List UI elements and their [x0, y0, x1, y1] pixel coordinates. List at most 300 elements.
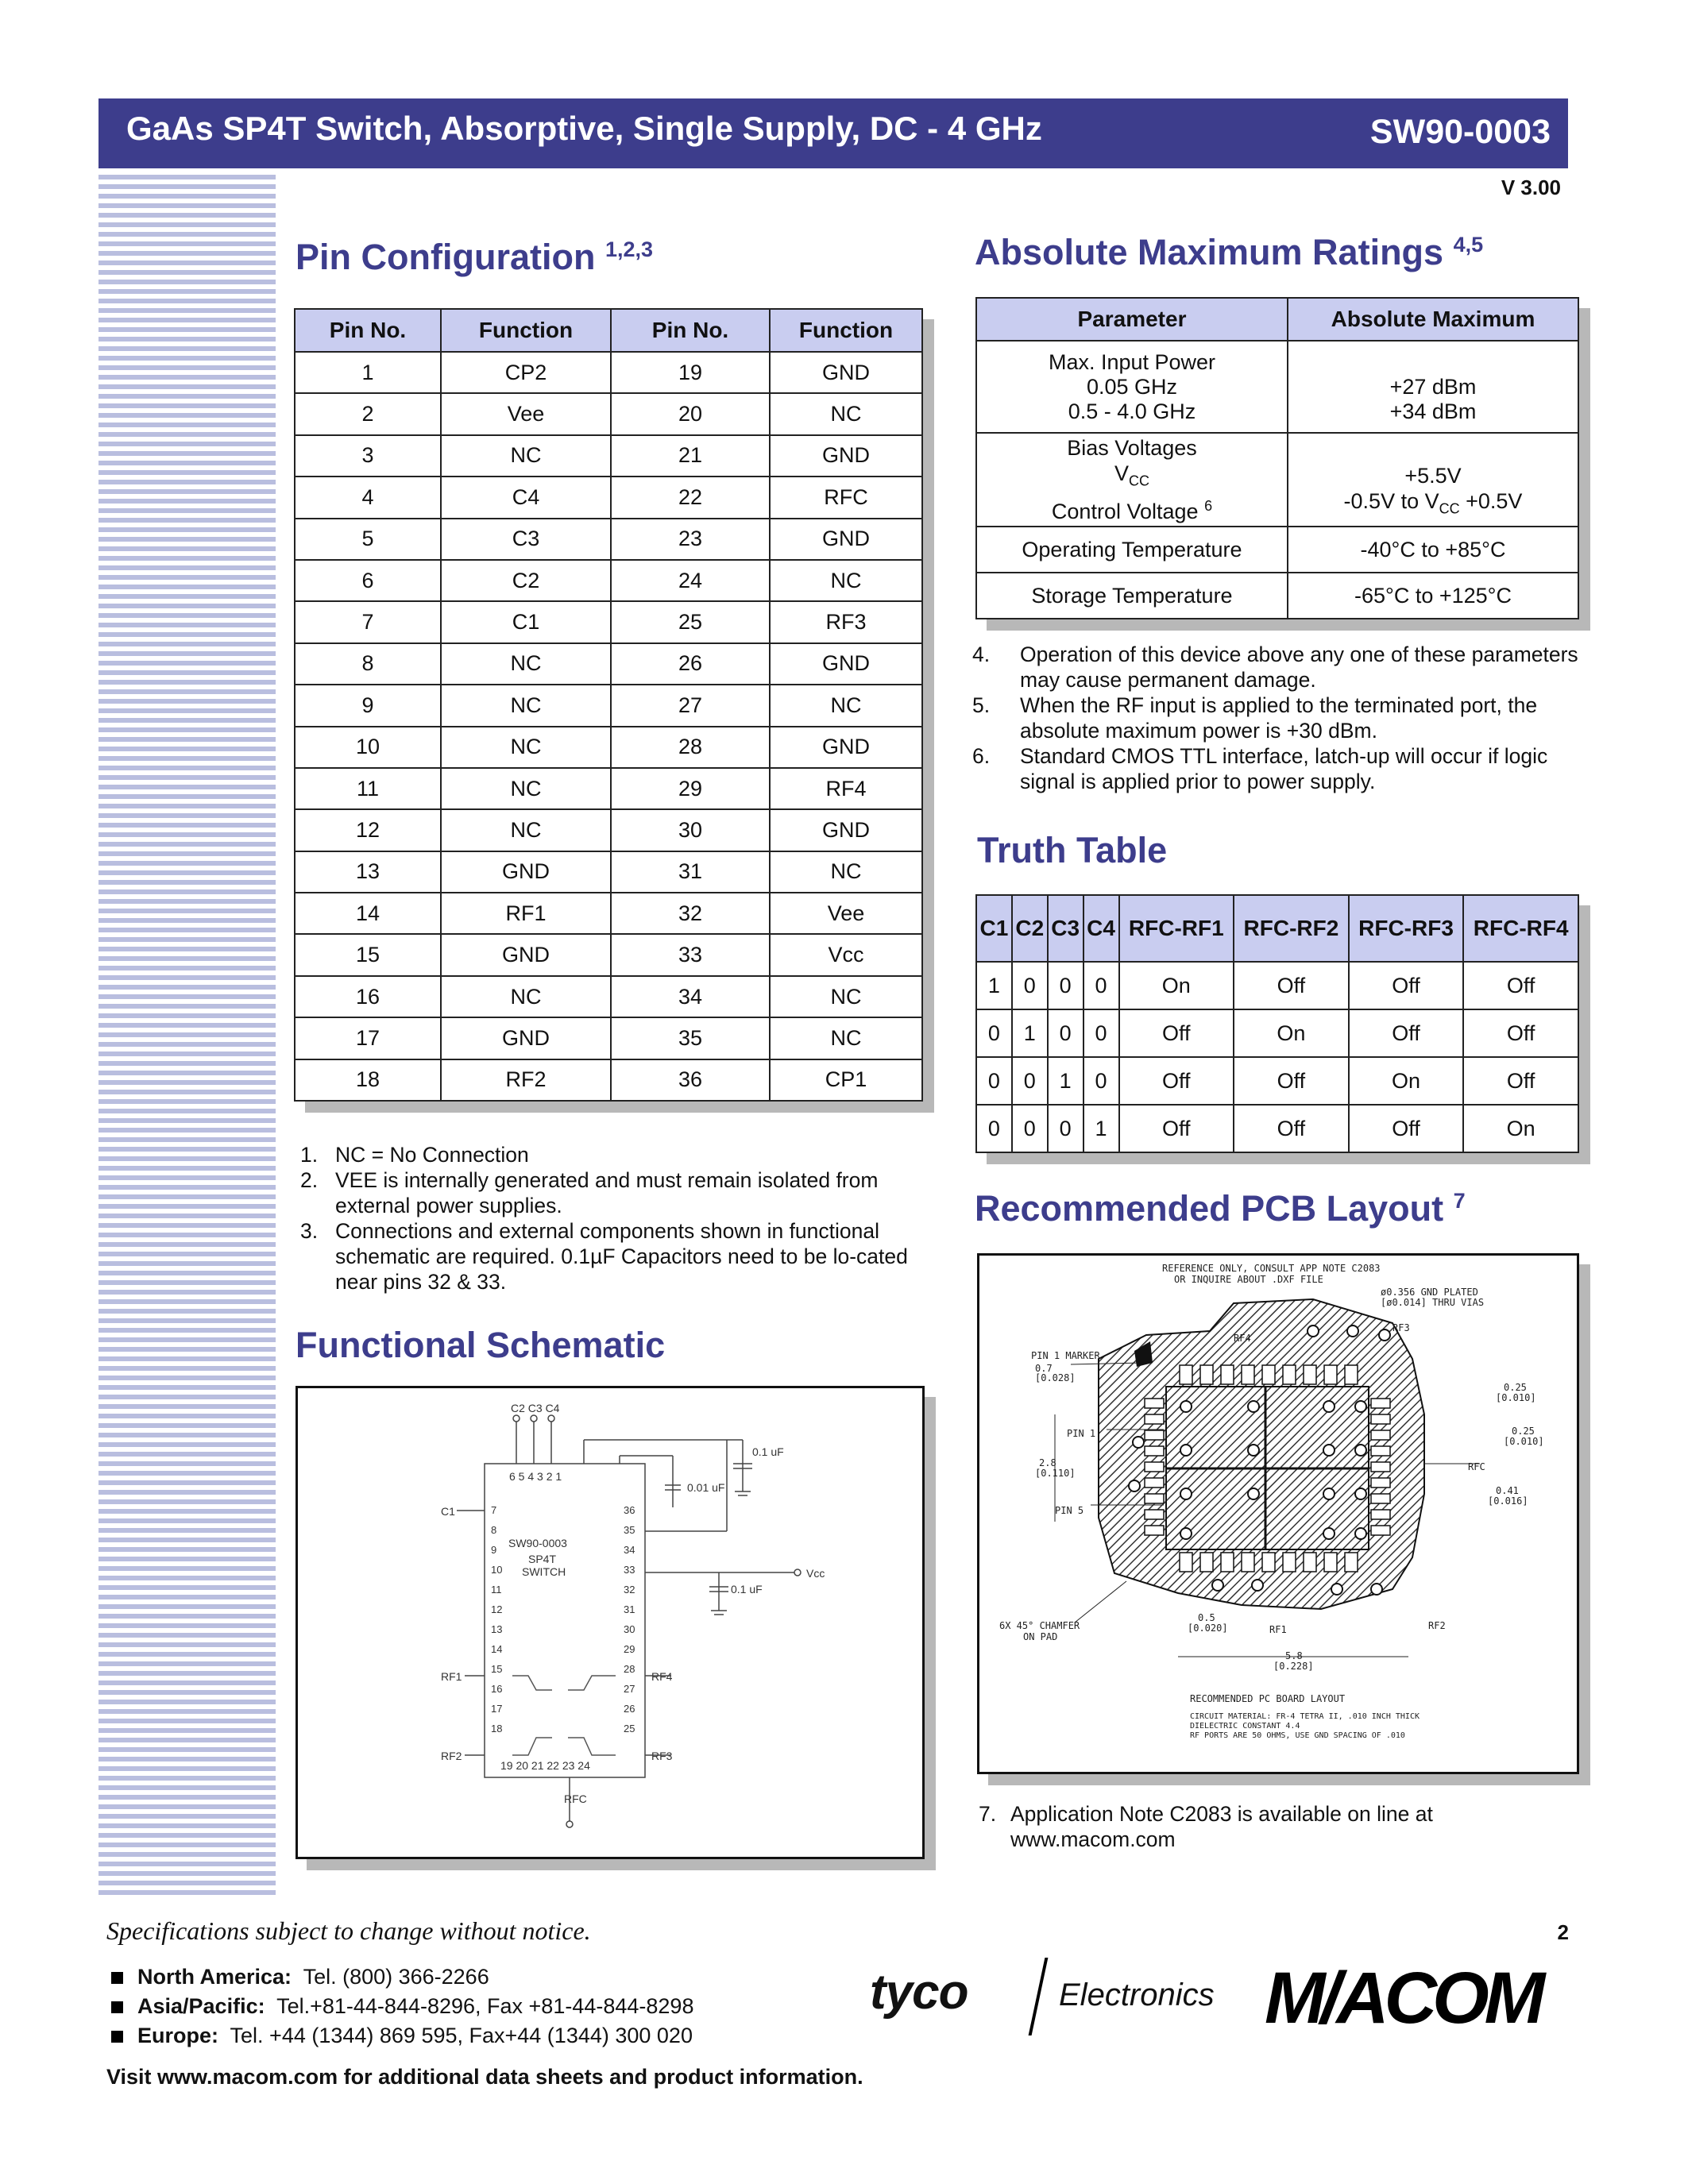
left-pin-number: 17 [491, 1703, 503, 1715]
table-cell: 5 [295, 519, 441, 560]
header-cell: Pin No. [295, 309, 441, 352]
table-cell: GND [441, 851, 611, 893]
abs-max-sup: 4,5 [1453, 233, 1484, 257]
left-pin-number: 11 [491, 1584, 502, 1596]
via-label-2: [ø0.014] THRU VIAS [1381, 1297, 1485, 1308]
table-cell: 22 [611, 477, 770, 518]
note-item: 3. Connections and external components shown in functional schematic are required. 0.1µF Capacitors need to be lo-cated near pins 32 & 33. [300, 1219, 908, 1294]
header-cell: C2 [1012, 895, 1048, 962]
pcb-via [1248, 1488, 1259, 1499]
pcb-pad [1324, 1365, 1337, 1384]
table-row [295, 601, 922, 642]
pcb-pad [1324, 1553, 1337, 1572]
pcb-via [1248, 1401, 1259, 1412]
pcb-rf3-label: RF3 [1393, 1322, 1410, 1333]
pcb-via [1323, 1401, 1335, 1412]
pcb-pad [1145, 1494, 1164, 1503]
dim-28: 2.8 [1039, 1457, 1056, 1468]
table-cell: 0 [1048, 1105, 1083, 1152]
left-pin-number: 18 [491, 1723, 503, 1734]
pcb-via [1347, 1325, 1358, 1337]
table-cell: GND [770, 519, 922, 560]
right-pin-number: 29 [624, 1643, 635, 1655]
note-item: 7. Application Note C2083 is available on line at www.macom.com [979, 1802, 1433, 1851]
table-cell: 0 [976, 1105, 1012, 1152]
left-pin-number: 15 [491, 1663, 503, 1675]
header-cell: Pin No. [611, 309, 770, 352]
pcb-pad [1371, 1526, 1390, 1535]
pcb-pad [1180, 1553, 1192, 1572]
right-pin-number: 35 [624, 1524, 635, 1536]
logo-divider [1029, 1958, 1049, 2035]
right-pin-number: 30 [624, 1623, 635, 1635]
pcb-ref-note-1: REFERENCE ONLY, CONSULT APP NOTE C2083 [1162, 1263, 1381, 1274]
pcb-via [1212, 1580, 1223, 1591]
table-cell: RF1 [441, 893, 611, 934]
value-cell: +5.5V -0.5V to $V_{CC} +0.5V$ [1288, 433, 1578, 527]
decorative-stripes [98, 175, 276, 1900]
pcb-pad [1371, 1446, 1390, 1456]
table-cell: Off [1463, 1057, 1578, 1105]
table-cell: RF2 [441, 1059, 611, 1101]
pin-config-title: Pin Configuration [295, 237, 596, 277]
pcb-via [1308, 1325, 1319, 1337]
table-cell: 25 [611, 601, 770, 642]
pcb-pad [1180, 1365, 1192, 1384]
truth-table-heading: Truth Table [977, 830, 1168, 870]
header-cell: RFC-RF4 [1463, 895, 1578, 962]
abs-max-table [975, 297, 1579, 619]
bottom-pin-numbers: 19 20 21 22 23 24 [500, 1759, 590, 1772]
note-item: 4. Operation of this device above any one of these parameters may cause permanent damage. [972, 642, 1578, 692]
right-pin-numbers [624, 1504, 635, 1734]
contact-north-america: North America: Tel. (800) 366-2266 [111, 1965, 489, 1989]
pcb-pad [1371, 1399, 1390, 1408]
chamfer-label-2: ON PAD [1023, 1631, 1058, 1642]
pcb-pad [1242, 1365, 1254, 1384]
pcb-via [1379, 1329, 1390, 1341]
table-cell: NC [441, 727, 611, 768]
pcb-rf1-label: RF1 [1269, 1624, 1287, 1635]
pcb-pad [1371, 1414, 1390, 1424]
table-cell: 14 [295, 893, 441, 934]
table-cell: 2 [295, 393, 441, 434]
cap-001-label: 0.01 uF [687, 1481, 725, 1494]
table-row [295, 643, 922, 685]
left-pin-number: 12 [491, 1603, 503, 1615]
table-cell: 1 [976, 962, 1012, 1009]
dim-05b: [0.020] [1188, 1623, 1228, 1634]
rfc-label: RFC [564, 1792, 587, 1805]
table-cell: Off [1463, 962, 1578, 1009]
table-cell: RF3 [770, 601, 922, 642]
right-pin-number: 33 [624, 1564, 635, 1576]
visit-website: Visit www.macom.com for additional data sheets and product information. [106, 2065, 863, 2089]
table-cell: NC [441, 435, 611, 477]
table-cell: 33 [611, 934, 770, 975]
contact-asia-pacific: Asia/Pacific: Tel.+81-44-844-8296, Fax +81-44-844-8298 [111, 1994, 693, 2019]
dim-58: 5.8 [1285, 1650, 1303, 1661]
table-cell: NC [441, 643, 611, 685]
table-row [295, 352, 922, 393]
pcb-pad [1145, 1526, 1164, 1535]
pcb-heading [975, 1188, 1466, 1229]
macom-logo-graphic [1265, 1955, 1578, 2043]
top-pin-numbers: 6 5 4 3 2 1 [509, 1470, 562, 1483]
table-cell: GND [770, 727, 922, 768]
rf1-label: RF1 [441, 1670, 462, 1683]
header-cell: C3 [1048, 895, 1083, 962]
header-cell: Function [441, 309, 611, 352]
dim-041: 0.41 [1496, 1485, 1519, 1496]
param-cell: Storage Temperature [976, 573, 1288, 619]
left-pin-number: 9 [491, 1544, 497, 1556]
left-pin-number: 7 [491, 1504, 497, 1516]
table-cell: 15 [295, 934, 441, 975]
table-row [295, 1017, 922, 1059]
table-cell: NC [441, 685, 611, 726]
pin-config-sup: 1,2,3 [605, 237, 654, 261]
title-bar [98, 98, 1568, 168]
dim-28b: [0.110] [1035, 1468, 1076, 1479]
header-cell: Absolute Maximum [1288, 298, 1578, 341]
table-row [295, 560, 922, 601]
pcb-pad [1221, 1365, 1234, 1384]
table-cell: 31 [611, 851, 770, 893]
pcb-via [1180, 1401, 1192, 1412]
pcb-pad [1283, 1553, 1296, 1572]
table-cell: 36 [611, 1059, 770, 1101]
pcb-pad [1262, 1553, 1275, 1572]
header-cell: RFC-RF2 [1234, 895, 1349, 962]
table-cell: On [1463, 1105, 1578, 1152]
table-cell: GND [770, 643, 922, 685]
pcb-pad [1304, 1553, 1316, 1572]
pcb-via [1248, 1445, 1259, 1456]
table-cell: RFC [770, 477, 922, 518]
chip-label-3: SWITCH [522, 1565, 566, 1578]
value-cell: +27 dBm +34 dBm [1288, 341, 1578, 433]
table-cell: 0 [1083, 1009, 1119, 1057]
param-cell: Operating Temperature [976, 527, 1288, 573]
pcb-pad [1145, 1478, 1164, 1488]
param-cell: Max. Input Power 0.05 GHz 0.5 - 4.0 GHz [976, 341, 1288, 433]
pcb-rfc-label: RFC [1468, 1461, 1485, 1472]
abs-max-heading [975, 232, 1483, 273]
rf3-label: RF3 [651, 1750, 673, 1762]
table-cell: 30 [611, 809, 770, 851]
pcb-via [1371, 1584, 1382, 1595]
table-cell: On [1234, 1009, 1349, 1057]
table-cell: 0 [1083, 1057, 1119, 1105]
pcb-pad [1371, 1494, 1390, 1503]
pcb-via [1355, 1445, 1366, 1456]
header-cell: Function [770, 309, 922, 352]
pcb-material-2: DIELECTRIC CONSTANT 4.4 [1190, 1722, 1300, 1731]
table-cell: NC [441, 976, 611, 1017]
table-cell: 4 [295, 477, 441, 518]
table-row [295, 519, 922, 560]
pcb-pad [1304, 1365, 1316, 1384]
table-cell: 18 [295, 1059, 441, 1101]
note-item: 6. Standard CMOS TTL interface, latch-up will occur if logic signal is applied prior to power supply. [972, 744, 1548, 793]
table-row [976, 1009, 1578, 1057]
table-cell: NC [441, 768, 611, 809]
table-cell: 0 [1083, 962, 1119, 1009]
table-cell: Vee [441, 393, 611, 434]
table-row [295, 976, 922, 1017]
cap-01b-label: 0.1 uF [731, 1583, 763, 1596]
document-title: GaAs SP4T Switch, Absorptive, Single Supply, DC - 4 GHz [126, 110, 1042, 147]
table-cell: 23 [611, 519, 770, 560]
table-cell: C3 [441, 519, 611, 560]
value-cell: -65°C to +125°C [1288, 573, 1578, 619]
table-cell: 12 [295, 809, 441, 851]
value-cell: -40°C to +85°C [1288, 527, 1578, 573]
table-cell: GND [770, 809, 922, 851]
part-number: SW90-0003 [1369, 113, 1551, 151]
table-cell: 35 [611, 1017, 770, 1059]
pcb-rec-title: RECOMMENDED PC BOARD LAYOUT [1190, 1693, 1346, 1704]
chip-label-1: SW90-0003 [508, 1537, 567, 1549]
table-cell: GND [441, 1017, 611, 1059]
table-cell: 28 [611, 727, 770, 768]
table-cell: C1 [441, 601, 611, 642]
chamfer-label-1: 6X 45° CHAMFER [999, 1620, 1080, 1631]
pcb-pad [1145, 1414, 1164, 1424]
table-cell: 34 [611, 976, 770, 1017]
table-cell: On [1119, 962, 1234, 1009]
pin-config-notes [300, 1142, 920, 1295]
header-cell: C1 [976, 895, 1012, 962]
table-cell: C2 [441, 560, 611, 601]
table-cell: C4 [441, 477, 611, 518]
table-cell: NC [770, 685, 922, 726]
table-row [295, 851, 922, 893]
page-number: 2 [1557, 1920, 1569, 1944]
pcb-via [1252, 1580, 1263, 1591]
pcb-pad [1200, 1365, 1213, 1384]
electronics-wordmark: Electronics [1059, 1978, 1215, 2012]
table-row [295, 435, 922, 477]
table-cell: CP2 [441, 352, 611, 393]
pcb-via [1323, 1488, 1335, 1499]
right-pin-number: 36 [624, 1504, 635, 1516]
table-row [295, 768, 922, 809]
dim-07: 0.7 [1035, 1363, 1053, 1374]
pcb-pad [1345, 1365, 1358, 1384]
table-cell: 17 [295, 1017, 441, 1059]
pcb-pad [1345, 1553, 1358, 1572]
dim-58b: [0.228] [1273, 1661, 1314, 1672]
left-pin-number: 10 [491, 1564, 503, 1576]
truth-table [975, 894, 1579, 1153]
table-cell: NC [770, 976, 922, 1017]
pcb-pad [1145, 1446, 1164, 1456]
pcb-via [1180, 1445, 1192, 1456]
c1-label: C1 [441, 1505, 455, 1518]
pcb-via [1331, 1584, 1342, 1595]
cap-01a-label: 0.1 uF [752, 1445, 784, 1458]
pcb-via [1323, 1528, 1335, 1539]
pcb-via [1355, 1488, 1366, 1499]
table-row [295, 1059, 922, 1101]
table-cell: Off [1234, 1057, 1349, 1105]
table-cell: Off [1234, 962, 1349, 1009]
pin1-marker-label: PIN 1 MARKER [1031, 1350, 1100, 1361]
pcb-pad [1283, 1365, 1296, 1384]
pin-config-table [294, 308, 923, 1102]
schematic-heading: Functional Schematic [295, 1325, 666, 1365]
param-cell: Bias Voltages $V_{CC}$ Control Voltage $^6$ [976, 433, 1288, 527]
table-row [295, 893, 922, 934]
pcb-pad [1221, 1553, 1234, 1572]
dim-025c: 0.25 [1512, 1426, 1535, 1437]
right-pin-number: 32 [624, 1584, 635, 1596]
table-cell: 9 [295, 685, 441, 726]
table-row [295, 727, 922, 768]
abs-max-title: Absolute Maximum Ratings [975, 232, 1444, 272]
dim-05: 0.5 [1198, 1612, 1215, 1623]
table-cell: 0 [1048, 1009, 1083, 1057]
table-cell: Off [1349, 1105, 1464, 1152]
pcb-via [1180, 1528, 1192, 1539]
pcb-pad [1200, 1553, 1213, 1572]
table-row [295, 393, 922, 434]
functional-schematic [295, 1386, 925, 1859]
pcb-material-3: RF PORTS ARE 50 OHMS, USE GND SPACING OF .010 [1190, 1731, 1405, 1740]
pcb-ref-note-2: OR INQUIRE ABOUT .DXF FILE [1174, 1274, 1323, 1285]
table-row [295, 934, 922, 975]
left-pin-number: 8 [491, 1524, 497, 1536]
table-cell: 0 [976, 1009, 1012, 1057]
pcb-via [1355, 1401, 1366, 1412]
svg-text:M/ACOM: M/ACOM [1265, 1958, 1541, 2039]
pcb-material-1: CIRCUIT MATERIAL: FR-4 TETRA II, .010 INCH THICK [1190, 1712, 1420, 1721]
pcb-via [1355, 1528, 1366, 1539]
header-cell: RFC-RF1 [1119, 895, 1234, 962]
dim-041b: [0.016] [1488, 1495, 1528, 1507]
table-cell: 0 [976, 1057, 1012, 1105]
table-cell: On [1349, 1057, 1464, 1105]
note-item: 1. NC = No Connection [300, 1143, 529, 1167]
pcb-rf4-label: RF4 [1234, 1333, 1251, 1344]
tyco-wordmark: tyco [870, 1965, 968, 2020]
right-pin-number: 34 [624, 1544, 635, 1556]
note-item: 5. When the RF input is applied to the terminated port, the absolute maximum power is +30 dBm. [972, 693, 1538, 743]
pcb-via [1129, 1480, 1140, 1491]
table-cell: 21 [611, 435, 770, 477]
spec-notice: Specifications subject to change without notice. [106, 1916, 591, 1945]
table-cell: 32 [611, 893, 770, 934]
table-cell: Off [1119, 1009, 1234, 1057]
pcb-via [1133, 1437, 1144, 1448]
via-label-1: ø0.356 GND PLATED [1381, 1287, 1478, 1298]
dim-07b: [0.028] [1035, 1372, 1076, 1383]
tyco-electronics-logo [870, 1958, 1243, 2037]
header-cell: Parameter [976, 298, 1288, 341]
table-cell: GND [770, 435, 922, 477]
pcb-sup: 7 [1453, 1189, 1466, 1213]
table-cell: RF4 [770, 768, 922, 809]
left-pin-number: 16 [491, 1683, 503, 1695]
table-cell: 0 [1012, 1105, 1048, 1152]
table-cell: 16 [295, 976, 441, 1017]
pcb-layout [977, 1253, 1579, 1774]
table-row [295, 685, 922, 726]
table-cell: NC [441, 809, 611, 851]
pcb-pad [1371, 1478, 1390, 1488]
chip-label-2: SP4T [528, 1553, 557, 1565]
version-label: V 3.00 [1501, 176, 1561, 199]
pcb-pad [1371, 1462, 1390, 1472]
table-cell: Off [1349, 1009, 1464, 1057]
pcb-rf2-label: RF2 [1428, 1620, 1446, 1631]
table-cell: 0 [1048, 962, 1083, 1009]
table-cell: Off [1463, 1009, 1578, 1057]
table-row [295, 809, 922, 851]
pcb-pad [1145, 1510, 1164, 1519]
pcb-title: Recommended PCB Layout [975, 1188, 1444, 1229]
table-cell: 11 [295, 768, 441, 809]
header-cell: RFC-RF3 [1349, 895, 1464, 962]
dim-025d: [0.010] [1504, 1436, 1544, 1447]
pcb-pad [1242, 1553, 1254, 1572]
table-cell: NC [770, 393, 922, 434]
right-pin-number: 28 [624, 1663, 635, 1675]
right-pin-number: 25 [624, 1723, 635, 1734]
header-cell: C4 [1083, 895, 1119, 962]
table-cell: NC [770, 851, 922, 893]
table-cell: 10 [295, 727, 441, 768]
pin5-label: PIN 5 [1055, 1505, 1084, 1516]
table-cell: 3 [295, 435, 441, 477]
table-row [976, 1057, 1578, 1105]
pcb-pad [1371, 1430, 1390, 1440]
table-cell: 29 [611, 768, 770, 809]
contact-europe: Europe: Tel. +44 (1344) 869 595, Fax+44 (1344) 300 020 [111, 2024, 693, 2048]
pcb-via [1323, 1445, 1335, 1456]
abs-max-notes [972, 642, 1584, 794]
pcb-pad [1371, 1510, 1390, 1519]
table-cell: NC [770, 1017, 922, 1059]
table-cell: 19 [611, 352, 770, 393]
table-cell: 1 [1048, 1057, 1083, 1105]
table-cell: 24 [611, 560, 770, 601]
pcb-pad [1262, 1365, 1275, 1384]
table-row [295, 477, 922, 518]
table-row [976, 1105, 1578, 1152]
pin1-label: PIN 1 [1067, 1428, 1096, 1439]
table-cell: 26 [611, 643, 770, 685]
schematic-diagram [298, 1388, 922, 1857]
table-cell: Off [1234, 1105, 1349, 1152]
table-cell: 6 [295, 560, 441, 601]
table-row [976, 962, 1578, 1009]
table-cell: Off [1119, 1105, 1234, 1152]
dim-025b: [0.010] [1496, 1392, 1536, 1403]
macom-logo [1265, 1955, 1578, 2043]
left-pin-number: 13 [491, 1623, 503, 1635]
pcb-drawing [979, 1256, 1577, 1772]
dim-025: 0.25 [1504, 1382, 1527, 1393]
table-cell: 0 [1012, 962, 1048, 1009]
pin-config-heading [295, 237, 653, 278]
right-pin-number: 31 [624, 1603, 635, 1615]
table-cell: 13 [295, 851, 441, 893]
right-pin-number: 27 [624, 1683, 635, 1695]
rf2-label: RF2 [441, 1750, 462, 1762]
